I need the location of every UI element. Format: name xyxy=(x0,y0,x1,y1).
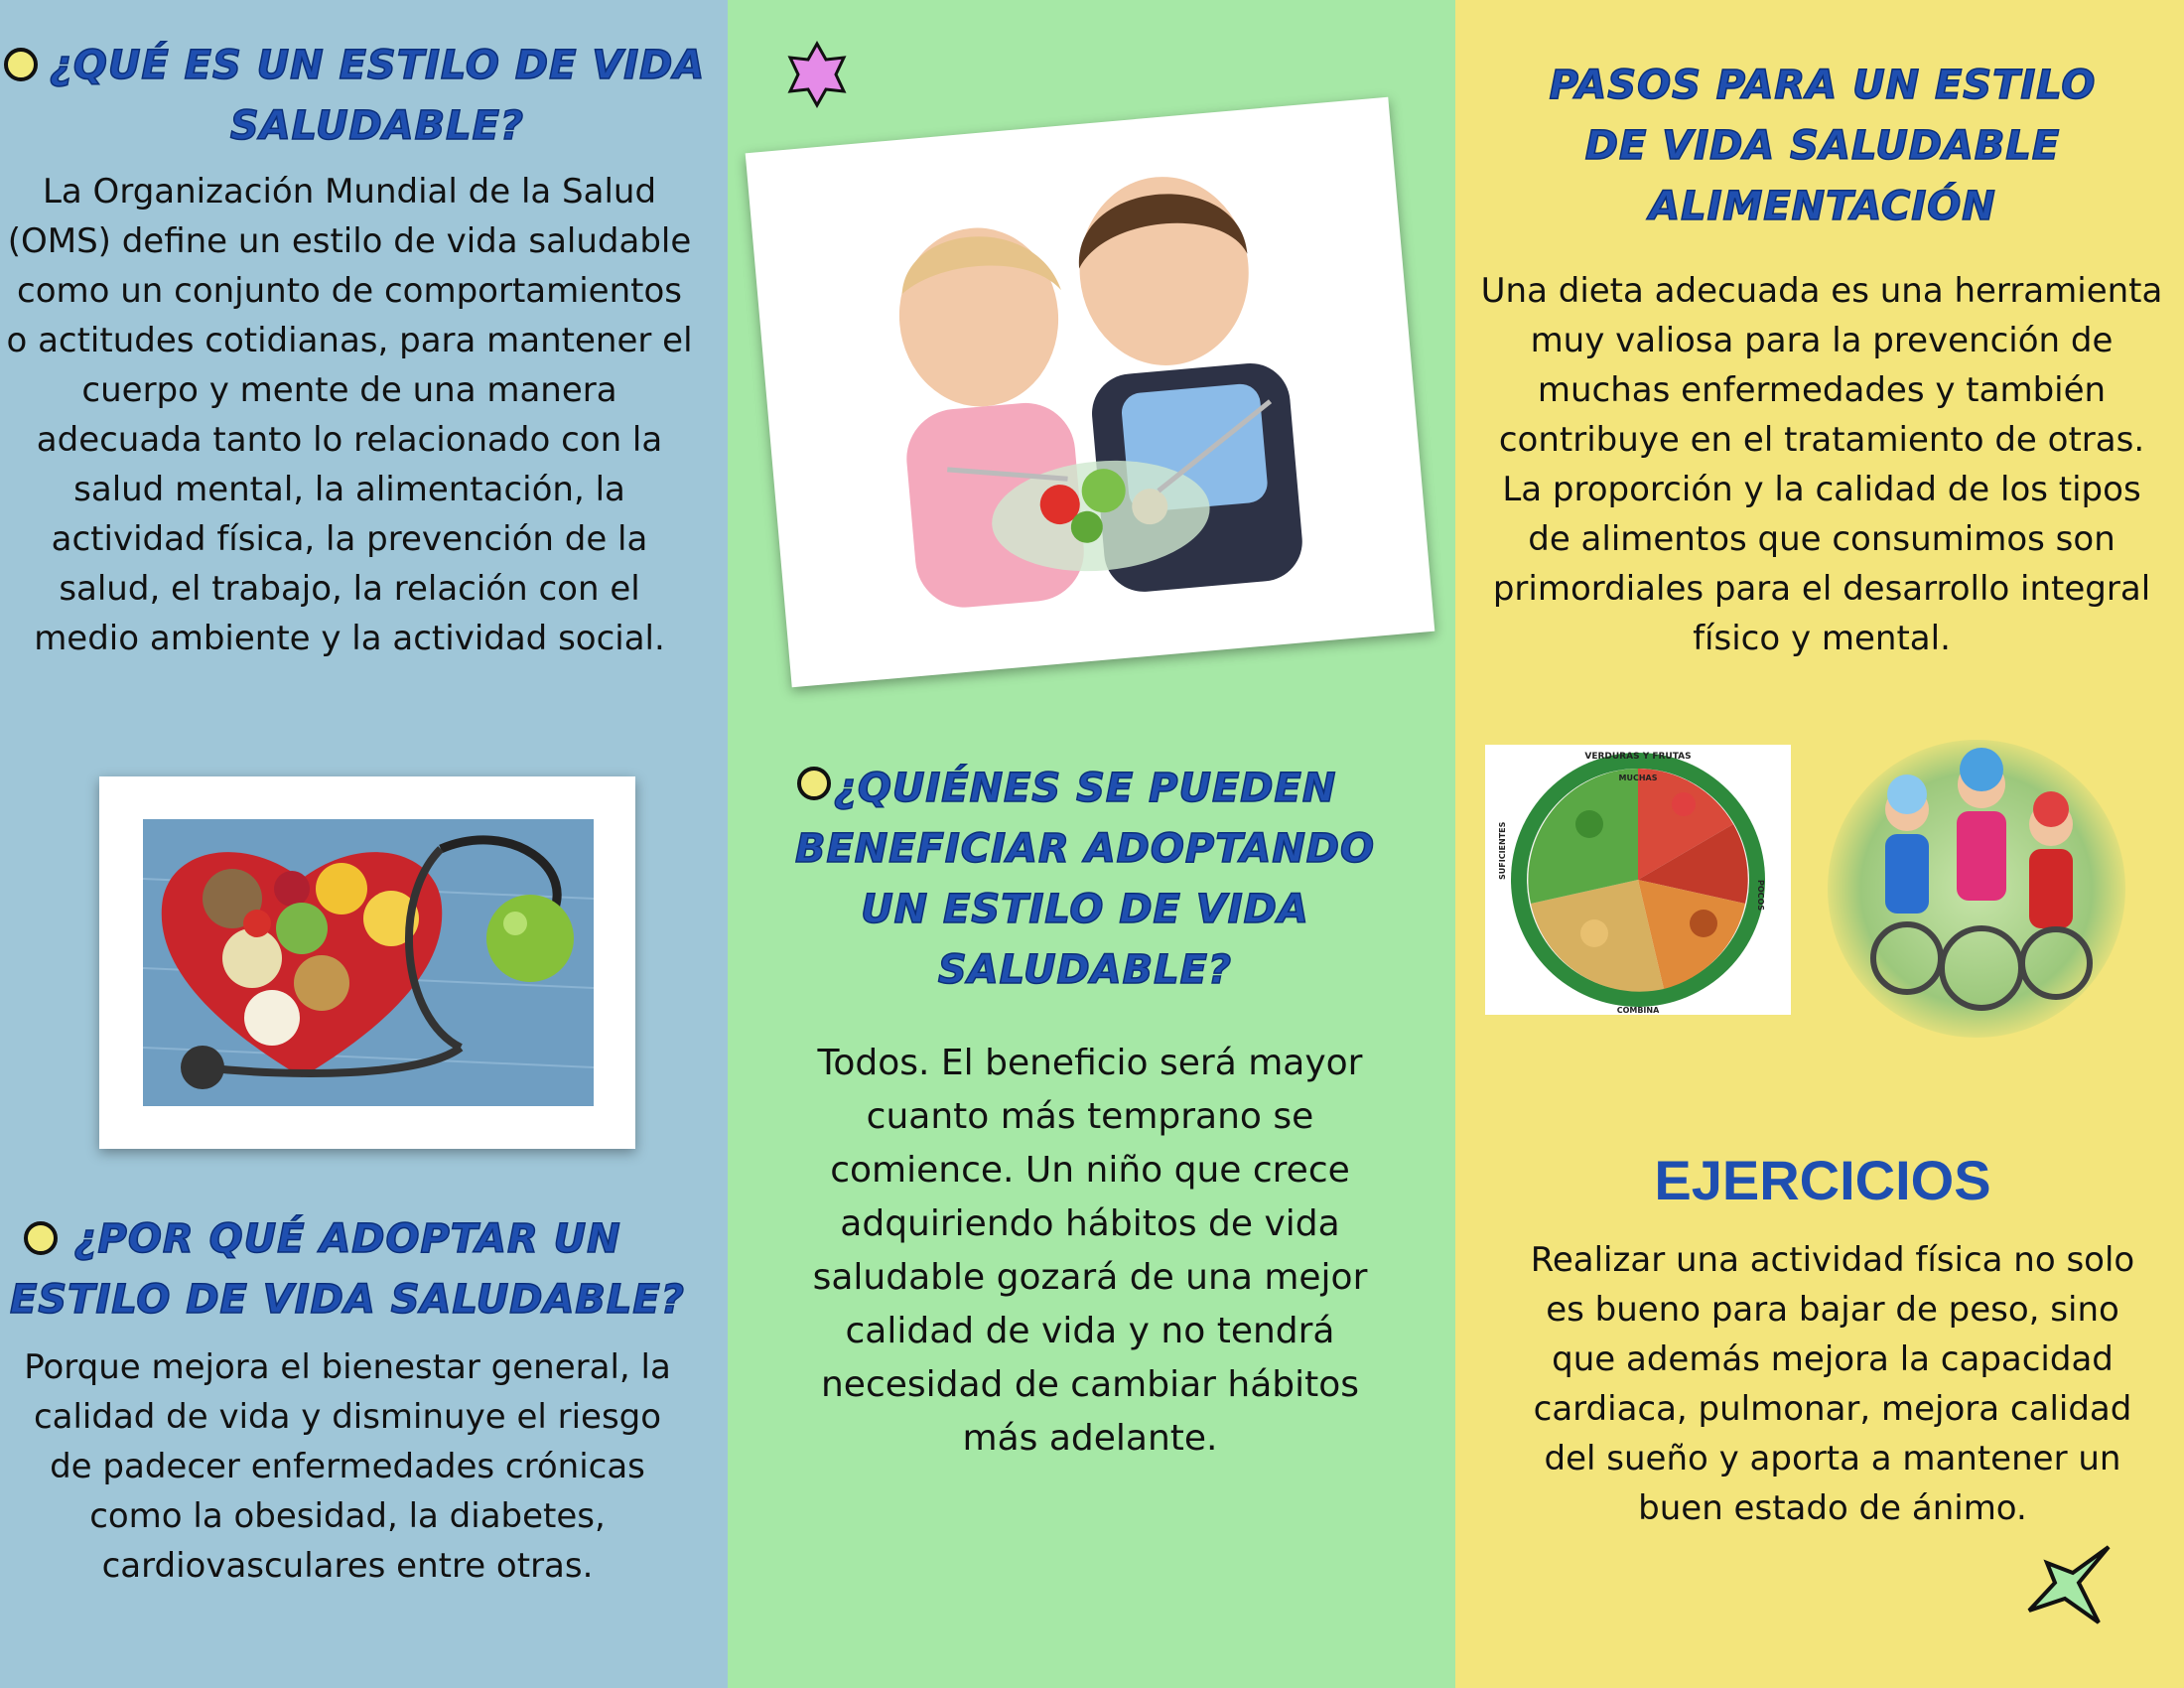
kids-cycling-graphic xyxy=(1828,740,2125,1038)
heart-stethoscope-photo xyxy=(143,819,594,1106)
kids-cycling-image xyxy=(1828,740,2125,1038)
plate-label-bottom: COMBINA xyxy=(1616,1006,1660,1015)
heading-exercises: EJERCICIOS xyxy=(1654,1149,1991,1211)
food-plate-graphic xyxy=(1485,745,1791,1015)
star-icon xyxy=(782,40,852,109)
heading-who-benefits: ¿QUIÉNES SE PUEDEN BENEFICIAR ADOPTANDO UN ESTILO DE VIDA SALUDABLE? xyxy=(794,766,1376,993)
heading-steps: PASOS PARA UN ESTILO DE VIDA SALUDABLE ALIMENTACIÓN xyxy=(1549,63,2097,229)
star-icon xyxy=(2017,1535,2116,1634)
text-why-adopt: Porque mejora el bienestar general, la calidad de vida y disminuye el riesgo de padecer enfermedades crónicas como la obesidad, la diabetes, cardiovasculares entre otras. xyxy=(24,1347,671,1586)
text-exercises: Realizar una actividad física no solo es bueno para bajar de peso, sino que además mejora la capacidad cardiaca, pulmonar, mejora calidad del sueño y aporta a mantener un buen estado de ánimo. xyxy=(1530,1240,2135,1528)
heart-food-photo-frame xyxy=(99,776,635,1149)
children-eating-salad-photo xyxy=(803,146,1375,628)
right-panel xyxy=(1455,0,2184,1688)
heading-what-is: ¿QUÉ ES UN ESTILO DE VIDA SALUDABLE? xyxy=(49,43,706,149)
food-plate-image xyxy=(1485,745,1791,1015)
bullet-dot-icon xyxy=(4,48,38,81)
left-panel xyxy=(0,0,728,1688)
text-what-is: La Organización Mundial de la Salud (OMS) define un estilo de vida saludable como un conjunto de comportamientos o actitudes cotidianas, para mantener el cuerpo y mente de una manera adecuada tanto lo relacionado con la salud mental, la alimentación, la actividad física, la prevención de la salud, el trabajo, la relación con el medio ambiente y la actividad social. xyxy=(6,172,693,658)
text-diet: Una dieta adecuada es una herramienta muy valiosa para la prevención de muchas enfermedades y también contribuye en el tratamiento de otras. La proporción y la calidad de los tipos de alimentos que consumimos son primordiales para el desarrollo integral físico y mental. xyxy=(1480,271,2163,658)
plate-label-top2: MUCHAS xyxy=(1618,774,1658,782)
plate-label-left: SUFICIENTES xyxy=(1498,821,1507,880)
text-who-benefits: Todos. El beneficio será mayor cuanto más temprano se comience. Un niño que crece adquiriendo hábitos de vida saludable gozará de una mejor calidad de vida y no tendrá necesidad de cambiar hábitos más adelante. xyxy=(812,1043,1368,1459)
plate-label-right: POCOS xyxy=(1756,880,1765,912)
plate-label-top: VERDURAS Y FRUTAS xyxy=(1584,752,1692,762)
middle-panel xyxy=(728,0,1455,1688)
children-eating-photo-frame xyxy=(746,97,1435,688)
heading-why-adopt: ¿POR QUÉ ADOPTAR UN ESTILO DE VIDA SALUDABLE? xyxy=(10,1216,685,1323)
